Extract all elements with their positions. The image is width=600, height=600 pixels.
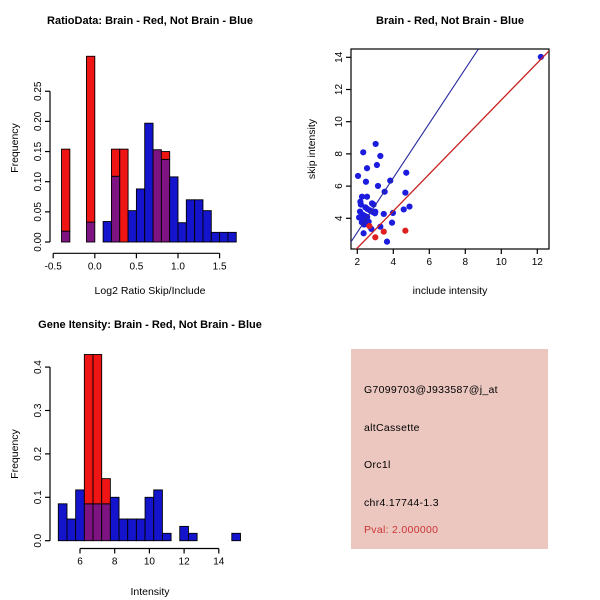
y-tick-label: 4 <box>334 215 345 222</box>
x-tick-label: 6 <box>426 257 433 268</box>
hist-bar-blue <box>128 519 137 541</box>
hist-bar-blue <box>178 223 186 242</box>
x-tick-label: 0.0 <box>87 261 102 273</box>
scatter-point-red <box>381 229 387 235</box>
hist-bar-blue <box>103 221 111 242</box>
scatter-point-blue <box>389 220 395 226</box>
pval-text: Pval: 2.000000 <box>364 524 439 536</box>
y-tick-label: 0.25 <box>33 81 44 101</box>
locus-text: chr4.17744-1.3 <box>364 497 439 509</box>
hist-bar-overlap <box>62 231 70 242</box>
gene-name-text: Orc1l <box>364 459 391 471</box>
scatter-xlabel: include intensity <box>412 285 488 297</box>
hist-bar-blue <box>162 533 171 540</box>
hist-bar-overlap <box>102 504 111 541</box>
fit-line-red <box>356 51 549 250</box>
x-tick-label: 12 <box>178 556 190 568</box>
ratio-histogram-plot <box>0 0 300 300</box>
y-tick-label: 0.10 <box>33 171 44 192</box>
y-tick-label: 8 <box>334 151 345 157</box>
hist-bar-red <box>111 149 119 176</box>
x-tick-label: 1.0 <box>171 261 185 273</box>
x-tick-label: 10 <box>143 556 155 568</box>
hist-bar-blue <box>58 504 67 541</box>
hist-bar-blue <box>136 189 144 242</box>
scatter-point-blue <box>374 162 380 168</box>
hist-bar-blue <box>145 497 154 540</box>
scatter-point-blue <box>364 165 370 171</box>
y-tick-label: 12 <box>334 83 345 96</box>
y-tick-label: 0.1 <box>33 490 44 505</box>
scatter-point-blue <box>403 170 409 176</box>
gene-histogram-title: Gene Itensity: Brain - Red, Not Brain - Blue <box>38 319 262 331</box>
plot-box <box>351 49 549 249</box>
scatter-point-red <box>402 228 408 234</box>
hist-bar-blue <box>136 519 145 541</box>
hist-bar-blue <box>186 200 194 242</box>
ratio-histogram-ylabel: Frequency <box>9 123 21 173</box>
scatter-point-blue <box>360 149 366 155</box>
x-tick-label: 8 <box>462 257 469 268</box>
y-tick-label: 0.0 <box>33 533 44 548</box>
hist-bar-red <box>120 149 128 242</box>
scatter-point-blue <box>372 210 378 216</box>
y-tick-label: 0.3 <box>33 403 44 418</box>
hist-bar-red <box>161 152 169 160</box>
hist-bar-blue <box>180 526 189 540</box>
y-tick-label: 0.05 <box>33 202 44 222</box>
scatter-ylabel: skip intensity <box>306 118 318 180</box>
ratio-histogram-xlabel: Log2 Ratio Skip/Include <box>94 285 206 297</box>
hist-bar-blue <box>119 519 128 541</box>
y-tick-label: 0.2 <box>33 446 44 461</box>
panel-gene-histogram <box>0 300 300 600</box>
x-tick-label: 4 <box>390 257 397 268</box>
scatter-point-red <box>366 223 372 229</box>
hist-bar-red <box>93 355 102 504</box>
hist-bar-blue <box>220 232 228 242</box>
y-tick-label: 0.15 <box>33 141 44 162</box>
x-tick-label: -0.5 <box>44 261 62 273</box>
hist-bar-blue <box>145 123 153 242</box>
gene-histogram-xlabel: Intensity <box>130 586 170 598</box>
scatter-point-blue <box>381 211 387 217</box>
scatter-plot <box>300 0 600 300</box>
scatter-point-blue <box>373 141 379 147</box>
hist-bar-blue <box>76 490 85 541</box>
ratio-histogram-title: RatioData: Brain - Red, Not Brain - Blue <box>47 15 253 27</box>
scatter-title: Brain - Red, Not Brain - Blue <box>376 15 524 27</box>
x-tick-label: 0.5 <box>129 261 144 273</box>
hist-bar-overlap <box>84 504 93 541</box>
hist-bar-red <box>86 56 94 222</box>
fit-line-blue <box>351 49 479 242</box>
scatter-point-blue <box>384 239 390 245</box>
y-tick-label: 0.4 <box>33 360 44 375</box>
info-panel-background <box>351 349 548 549</box>
hist-bar-overlap <box>153 150 161 242</box>
hist-bar-red <box>84 355 93 504</box>
hist-bar-overlap <box>111 176 119 242</box>
scatter-point-blue <box>355 173 361 179</box>
y-tick-label: 6 <box>334 183 345 189</box>
scatter-point-blue <box>358 202 364 208</box>
gene-histogram-plot <box>0 300 300 600</box>
x-tick-label: 1.5 <box>212 261 227 273</box>
y-tick-label: 10 <box>334 116 345 128</box>
hist-bar-overlap <box>93 504 102 541</box>
y-tick-label: 14 <box>334 51 345 63</box>
scatter-point-blue <box>401 206 407 212</box>
scatter-point-blue <box>377 153 383 159</box>
hist-bar-blue <box>110 497 119 540</box>
hist-bar-blue <box>154 490 163 541</box>
hist-bar-blue <box>195 200 203 242</box>
scatter-point-blue <box>375 183 381 189</box>
x-tick-label: 6 <box>77 556 83 568</box>
hist-bar-blue <box>211 232 219 242</box>
panel-scatter <box>300 0 600 300</box>
x-tick-label: 8 <box>111 556 118 568</box>
x-tick-label: 2 <box>354 257 361 268</box>
hist-bar-blue <box>67 519 76 541</box>
x-tick-label: 10 <box>495 257 507 268</box>
hist-bar-blue <box>228 232 236 242</box>
panel-info <box>300 300 600 600</box>
hist-bar-red <box>102 479 111 504</box>
hist-bar-blue <box>232 533 241 540</box>
x-tick-label: 14 <box>213 556 225 568</box>
probe-id-text: G7099703@J933587@j_at <box>364 384 498 396</box>
scatter-point-blue <box>363 179 369 185</box>
hist-bar-blue <box>128 211 136 242</box>
hist-bar-blue <box>203 211 211 242</box>
hist-bar-overlap <box>86 222 94 242</box>
gene-histogram-ylabel: Frequency <box>9 429 21 479</box>
hist-bar-overlap <box>161 159 169 242</box>
hist-bar-blue <box>188 533 197 540</box>
scatter-point-blue <box>357 208 363 214</box>
hist-bar-blue <box>170 177 178 242</box>
x-tick-label: 12 <box>531 257 543 268</box>
scatter-point-red <box>372 234 378 240</box>
y-tick-label: 0.00 <box>33 232 44 252</box>
scatter-point-blue <box>361 230 367 236</box>
scatter-point-blue <box>402 190 408 196</box>
splice-type-text: altCassette <box>364 422 420 434</box>
scatter-point-blue <box>406 203 412 209</box>
hist-bar-red <box>62 149 70 231</box>
panel-ratio-histogram <box>0 0 300 300</box>
y-tick-label: 0.20 <box>33 111 44 132</box>
scatter-point-blue <box>364 194 370 200</box>
